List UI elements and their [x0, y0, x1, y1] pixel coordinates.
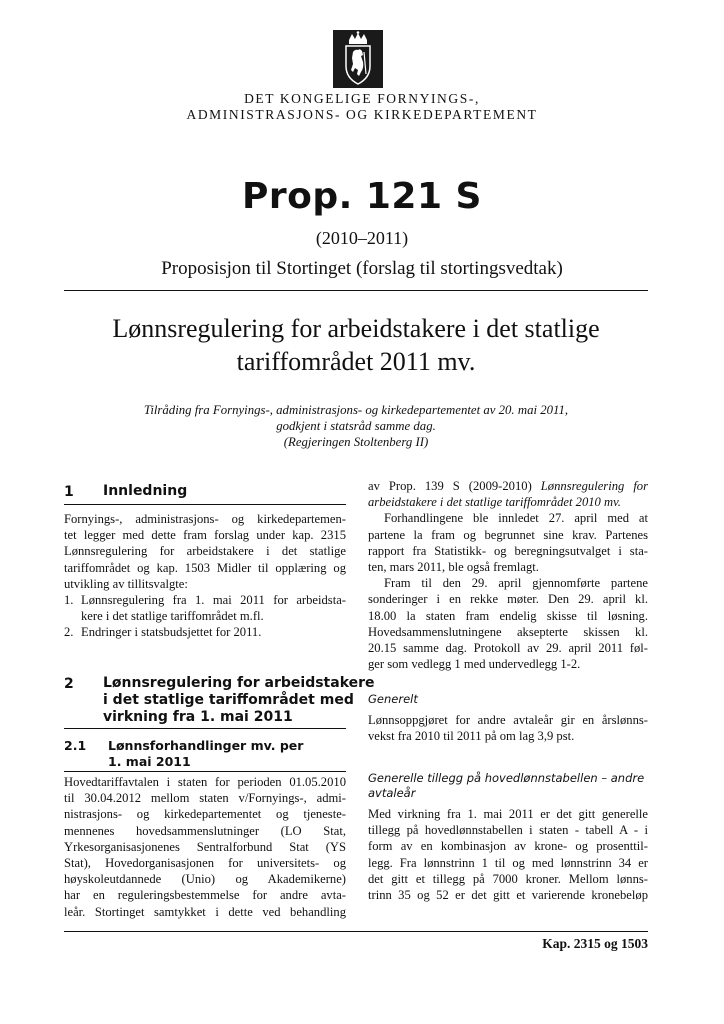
text-line: Fornyings-, administrasjons- og kirkedepartemen- — [64, 512, 346, 526]
section-1-rule — [64, 504, 346, 505]
text-line: tillegg på hovedlønnstabellen i staten - tabell A - i — [368, 823, 648, 838]
text-line: leår. Stortinget samtykket i dette ved behandling — [64, 904, 346, 919]
section-1-number: 1 — [64, 484, 74, 500]
text-line — [368, 494, 648, 510]
section-2-1-body — [64, 774, 346, 920]
text-line: Med virkning fra 1. mai 2011 er det gitt generelle — [368, 807, 648, 821]
section-2-rule — [64, 728, 346, 729]
generelt-heading: Generelt — [368, 692, 418, 706]
intro-continuation — [368, 478, 648, 672]
ministry-name-line1: DET KONGELIGE FORNYINGS-, — [244, 91, 480, 106]
section-2-1-rule — [64, 771, 346, 772]
text-line: Fram til den 29. april gjennomførte partene — [384, 576, 648, 591]
text-line: sonderinger i en rekke møter. Den 29. april kl. — [368, 592, 648, 607]
tillegg-heading-line: avtaleår — [368, 786, 416, 800]
section-2-title-line: Lønnsregulering for arbeidstakere — [103, 675, 375, 691]
section-2-number: 2 — [64, 676, 74, 692]
proposition-number: Prop. 121 S — [242, 176, 482, 217]
tillegg-heading — [368, 771, 648, 801]
text-line: Lønnsregulering for arbeidstakere i det statlige — [64, 544, 346, 559]
list-item — [64, 624, 346, 640]
text-line: Yrkesorganisasjonenes Sentralforbund Stat (YS — [64, 839, 346, 854]
generelt-body — [368, 712, 648, 744]
text-line: har en reguleringsbestemmelse for andre avta- — [64, 888, 346, 903]
document-title-line2: tariffområdet 2011 mv. — [236, 347, 476, 376]
section-2-title-line: i det statlige tariffområdet med — [103, 692, 354, 708]
section-1-body — [64, 511, 346, 641]
tillegg-body — [368, 806, 648, 903]
divider-top — [64, 290, 648, 291]
government-line: (Regjeringen Stoltenberg II) — [283, 435, 429, 449]
section-2-title — [103, 675, 375, 726]
list-number: 1. — [64, 593, 74, 608]
text-line: rapport fra Statistikk- og beregningsutvalget i sta- — [368, 543, 648, 558]
text-line: legg. Fra lønnstrinn 1 til og med lønnstrinn 34 er — [368, 855, 648, 870]
text-line: Lønnsregulering fra 1. mai 2011 for arbeidsta- — [81, 593, 346, 608]
text-line: Hovedsammenslutningene aksepterte skissen kl. — [368, 624, 648, 639]
text-run-italic: arbeidstakere i det statlige tariffområdet 2010 mv. — [368, 495, 621, 510]
list-number: 2. — [64, 625, 74, 640]
document-title — [64, 312, 648, 378]
session-years: (2010–2011) — [315, 228, 409, 248]
text-line: ten, mars 2011, ble også fremlagt. — [368, 560, 539, 575]
text-line: Endringer i statsbudsjettet for 2011. — [81, 625, 262, 640]
text-line: trinn 35 og 52 er det gitt et varierende kronebeløp — [368, 888, 648, 903]
text-line: partene la fram og begrunnet sine krav. Partenes — [368, 527, 648, 542]
text-line: nistrasjons- og kirkedepartementet og tjeneste- — [64, 807, 346, 822]
divider-bottom — [64, 931, 648, 932]
list-item — [64, 592, 346, 624]
text-line: 18.00 la staten fram endelig skisse til løsning. — [368, 608, 648, 623]
text-line: det gitt et tillegg på 7000 kroner. Mellom lønns- — [368, 871, 648, 886]
section-2-1-title-line: Lønnsforhandlinger mv. per — [108, 738, 304, 753]
text-line: Lønnsoppgjøret for andre avtaleår gir en årslønns- — [368, 713, 648, 727]
document-title-line1: Lønnsregulering for arbeidstakere i det statlige — [112, 314, 600, 343]
proposition-subtitle: Proposisjon til Stortinget (forslag til stortingsvedtak) — [161, 258, 563, 279]
chapter-reference: Kap. 2315 og 1503 — [542, 936, 648, 951]
text-line: mennenes hovedsammenslutninger (LO Stat, — [64, 823, 346, 838]
coat-of-arms-icon — [333, 30, 383, 88]
text-run-italic: Lønnsregulering for — [540, 479, 649, 493]
text-line: Stat), Hovedorganisasjonen for universitets- og — [64, 856, 346, 871]
section-2-1-title — [108, 738, 303, 770]
text-line — [368, 478, 648, 494]
text-line: utvikling av tillitsvalgte: — [64, 576, 188, 591]
text-line: vekst fra 2010 til 2011 på om lag 3,9 pst. — [368, 729, 575, 744]
approval-line: godkjent i statsråd samme dag. — [276, 419, 436, 433]
text-line: til 30.04.2012 mellom staten v/Fornyings-, admi- — [64, 791, 346, 806]
tillegg-heading-line: Generelle tillegg på hovedlønnstabellen – andre — [368, 771, 645, 785]
section-1-title: Innledning — [103, 483, 188, 499]
ministry-name-line2: ADMINISTRASJONS- OG KIRKEDEPARTEMENT — [186, 107, 538, 122]
text-line: ger som vedlegg 1 med undervedlegg 1-2. — [368, 657, 581, 672]
section-2-1-title-line: 1. mai 2011 — [108, 754, 191, 769]
section-2-title-line: virkning fra 1. mai 2011 — [103, 709, 293, 725]
text-run: av Prop. 139 S (2009-2010) — [368, 479, 541, 493]
text-line: tariffområdet og kap. 1503 Midler til opplæring og — [64, 560, 346, 575]
text-line: kere i det statlige tariffområdet m.fl. — [81, 609, 264, 624]
section-2-1-number: 2.1 — [64, 738, 87, 753]
text-line: 20.15 samme dag. Protokoll av 29. april 2011 føl- — [368, 641, 648, 656]
text-line: høyskoleutdannede (Unio) og Akademikerne) — [64, 872, 346, 887]
text-line: form av en kombinasjon av krone- og prosenttil- — [368, 839, 648, 854]
text-line: Hovedtariffavtalen i staten for perioden 01.05.2010 — [64, 775, 346, 789]
text-line: Forhandlingene ble innledet 27. april med at — [384, 511, 648, 526]
text-line: tet legger med dette fram forslag under kap. 2315 — [64, 528, 346, 543]
recommendation-line: Tilråding fra Fornyings-, administrasjons- og kirkedepartementet av 20. mai 2011, — [143, 403, 569, 417]
